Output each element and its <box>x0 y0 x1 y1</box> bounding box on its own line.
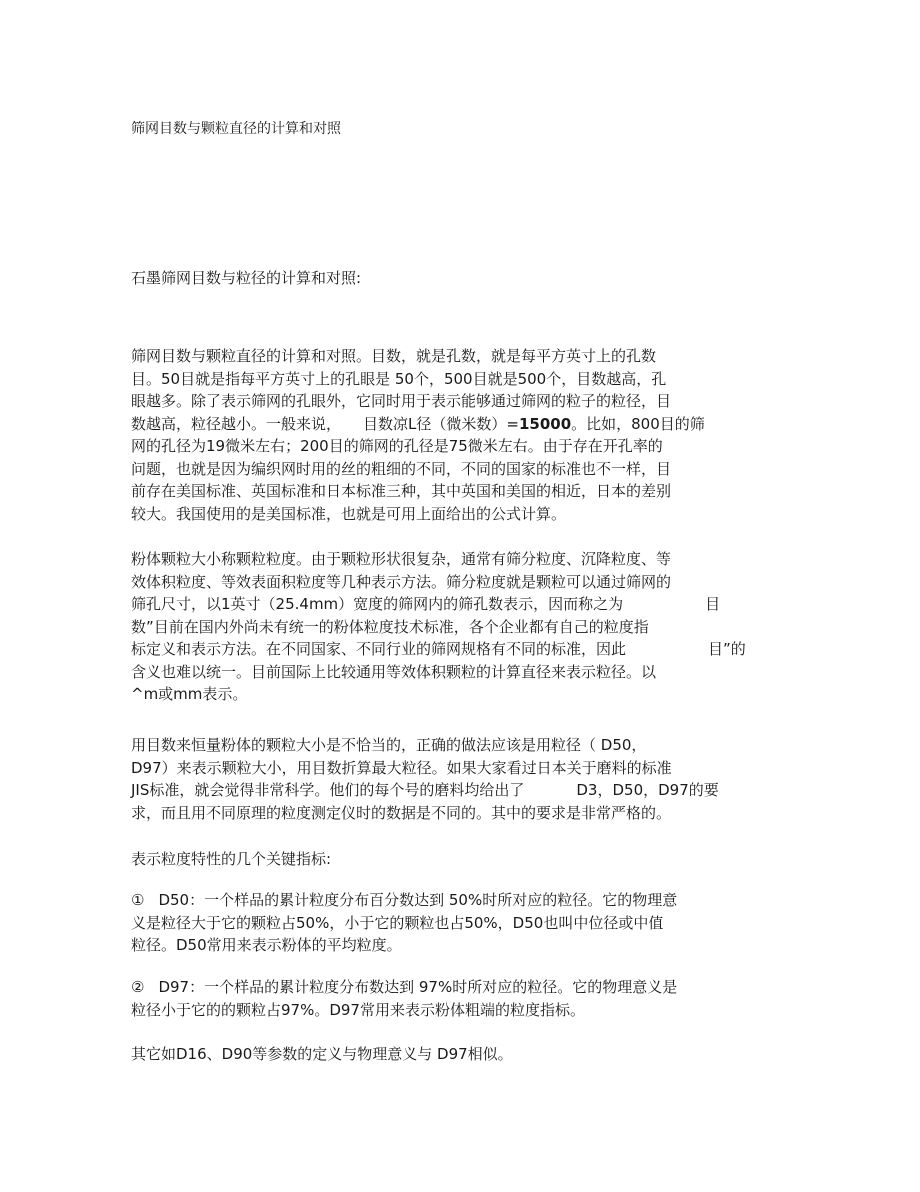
paragraph-line: 其它如D16、D90等参数的定义与物理意义与 D97相似。 <box>131 1045 513 1063</box>
formula-constant: 15000 <box>518 414 572 433</box>
paragraph-line <box>131 413 705 436</box>
text-segment: D50：一个样品的累计粒度分布百分数达到 50%时所对应的粒径。它的物理意 <box>158 891 678 909</box>
paragraph-line: 求，而且用不同原理的粒度测定仪时的数据是不同的。其中的要求是非常严格的。 <box>131 803 672 822</box>
text-segment: D97：一个样品的累计粒度分布数达到 97%时所对应的粒径。它的物理意义是 <box>158 978 678 996</box>
list-marker: ② <box>131 978 145 996</box>
paragraph-line <box>131 593 746 616</box>
paragraph-line: 眼越多。除了表示筛网的孔眼外，它同时用于表示能够通过筛网的粒子的粒径，目 <box>131 392 672 410</box>
paragraph-line: 较大。我国使用的是美国标准，也就是可用上面给出的公式计算。 <box>131 504 567 523</box>
paragraph-line: 用目数来恒量粉体的颗粒大小是不恰当的，正确的做法应该是用粒径（ D50， <box>131 736 647 754</box>
paragraph-line <box>131 779 719 802</box>
paragraph-line: 筛网目数与颗粒直径的计算和对照。目数，就是孔数，就是每平方英寸上的孔数 <box>131 347 657 365</box>
paragraph-line: 问题，也就是因为编织网时用的丝的粗细的不同，不同的国家的标准也不一样，目 <box>131 459 672 478</box>
text-segment: 筛孔尺寸，以1英寸（25.4mm）宽度的筛网内的筛孔数表示，因而称之为 <box>131 595 624 613</box>
paragraph-line: 含义也难以统一。目前国际上比较通用等效体积颗粒的计算直径来表示粒径。以 <box>131 662 657 681</box>
paragraph-line: 粉体颗粒大小称颗粒粒度。由于颗粒形状很复杂，通常有筛分粒度、沉降粒度、等 <box>131 550 672 568</box>
paragraph-line: ^m或mm表示。 <box>131 685 248 703</box>
paragraph-line: 表示粒度特性的几个关键指标: <box>131 850 332 868</box>
paragraph-line: 效体积粒度、等效表面积粒度等几种表示方法。筛分粒度就是颗粒可以通过筛网的 <box>131 572 672 591</box>
text-segment: D3，D50，D97的要 <box>576 781 719 799</box>
paragraph-line: 粒径。D50常用来表示粉体的平均粒度。 <box>131 936 402 954</box>
paragraph-line: 前存在美国标准、英国标准和日本标准三种，其中英国和美国的相近，日本的差别 <box>131 482 672 500</box>
text-segment: 目”的 <box>708 640 746 658</box>
paragraph-line: 网的孔径为19微米左右；200目的筛网的孔径是75微米左右。由于存在开孔率的 <box>131 437 663 455</box>
section-heading: 石墨筛网目数与粒径的计算和对照: <box>131 269 362 287</box>
paragraph-line: 数”目前在国内外尚未有统一的粉体粒度技术标准，各个企业都有自己的粒度指 <box>131 617 649 636</box>
text-segment: 目 <box>705 595 721 613</box>
paragraph-line <box>131 638 746 661</box>
text-segment: 。比如，800目的筛 <box>571 414 705 433</box>
paragraph-key-indicators <box>131 848 331 871</box>
paragraph-line: D97）来表示颗粒大小，用目数折算最大粒径。如果大家看过日本关于磨料的标准 <box>131 758 672 777</box>
text-segment: 目数凉L径（微米数）= <box>363 414 519 433</box>
list-marker: ① <box>131 891 145 909</box>
text-segment: 数越高，粒径越小。一般来说， <box>131 414 342 433</box>
document-title: 筛网目数与颗粒直径的计算和对照 <box>131 121 341 137</box>
text-segment: 标定义和表示方法。在不同国家、不同行业的筛网规格有不同的标准，因此 <box>131 640 627 658</box>
paragraph-line: 粒径小于它的的颗粒占97%。D97常用来表示粉体粗端的粒度指标。 <box>131 1000 585 1019</box>
paragraph-mesh-vs-diameter <box>131 734 719 824</box>
paragraph-particle-size <box>131 548 746 706</box>
paragraph-other-params <box>131 1043 513 1066</box>
paragraph-d50 <box>131 889 677 957</box>
paragraph-line <box>131 976 677 999</box>
paragraph-d97 <box>131 976 677 1021</box>
paragraph-line <box>131 889 677 912</box>
paragraph-line: 义是粒径大于它的颗粒占50%，小于它的颗粒也占50%，D50也叫中位径或中值 <box>131 913 664 932</box>
paragraph-mesh-definition <box>131 345 705 525</box>
text-segment: JIS标准，就会觉得非常科学。他们的每个号的磨料均给出了 <box>131 781 525 799</box>
paragraph-line: 目。50目就是指每平方英寸上的孔眼是 50个，500目就是500个，目数越高，孔 <box>131 369 667 388</box>
